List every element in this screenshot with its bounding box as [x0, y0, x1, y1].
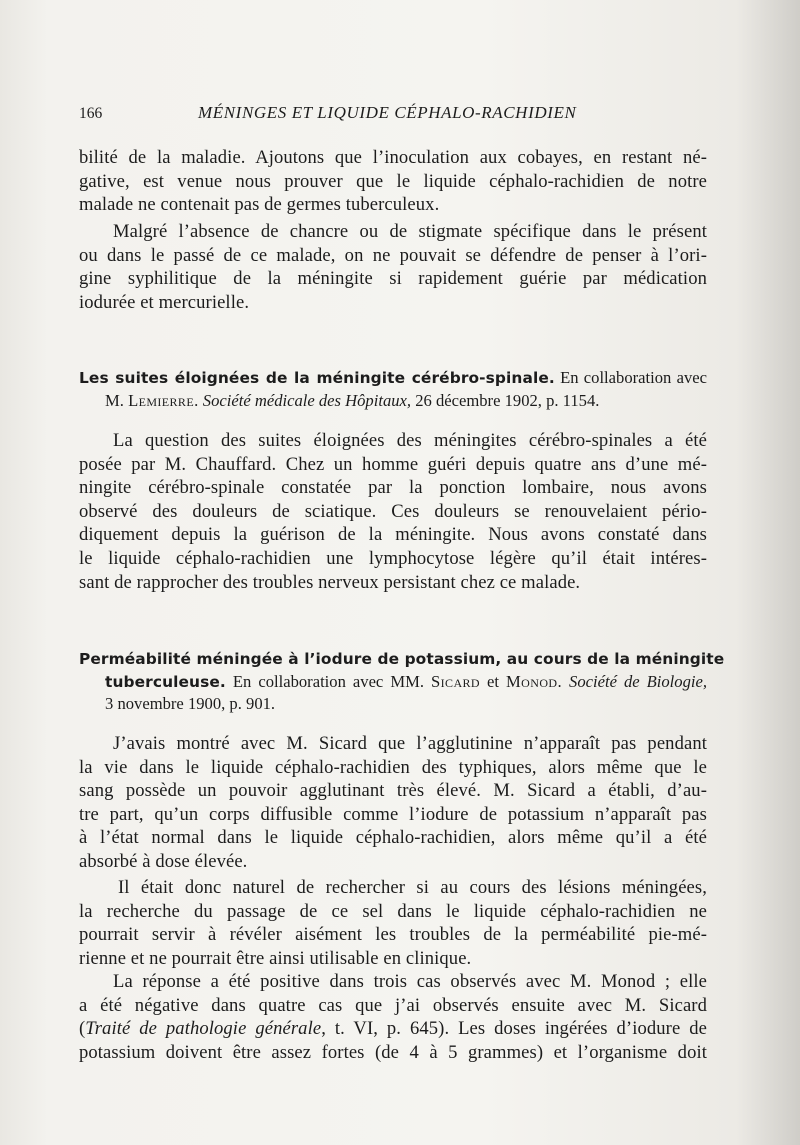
- ref-author: Sicard: [431, 671, 480, 691]
- heading-collab: En collaboration avec MM.: [232, 671, 424, 691]
- text-line: iodurée et mercurielle.: [79, 291, 250, 313]
- text-line: gine syphilitique de la méningite si rapidement guérie par médication: [79, 268, 707, 290]
- text-line: Il était donc naturel de rechercher si au cours des lésions méningées,: [118, 877, 707, 898]
- reference-line: 3 novembre 1900, p. 901.: [105, 694, 276, 713]
- ref-date: 26 décembre 1902, p. 1154.: [415, 390, 600, 410]
- text-line: le liquide céphalo-rachidien une lymphocytose légère qu’il était intéres-: [79, 547, 707, 569]
- text-line: à l’état normal dans le liquide céphalo-rachidien, alors même qu’il a été: [79, 827, 707, 849]
- ref-journal: Société de Biologie,: [569, 671, 708, 691]
- paragraph-agglutinine: [79, 732, 707, 874]
- running-header: [79, 103, 707, 129]
- reference-line: [79, 390, 707, 413]
- text-line: malade ne contenait pas de germes tuberculeux.: [79, 194, 440, 216]
- text-line: La réponse a été positive dans trois cas observés avec M. Monod ; elle: [113, 971, 707, 992]
- ref-and: et: [487, 671, 499, 691]
- text-line: ou dans le passé de ce malade, on ne pouvait se défendre de penser à l’ori-: [79, 244, 707, 266]
- text-line: la recherche du passage de ce sel dans le liquide céphalo-rachidien ne: [79, 900, 707, 922]
- text-line: sant de rapprocher des troubles nerveux persistant chez ce malade.: [79, 571, 581, 593]
- text-line: pourrait servir à révéler aisément les troubles de la perméabilité pie-mé-: [79, 924, 707, 946]
- section-heading-suites-eloignees: [79, 367, 707, 412]
- text-line: observé des douleurs de sciatique. Ces douleurs se renouvelaient pério-: [79, 500, 707, 522]
- text-line: la vie dans le liquide céphalo-rachidien des typhiques, alors même que le: [79, 756, 707, 778]
- ref-prefix: M.: [105, 390, 124, 410]
- paragraph-chauffard: [79, 429, 707, 594]
- text-line: bilité de la maladie. Ajoutons que l’inoculation aux cobayes, en restant né-: [79, 147, 707, 168]
- heading-title: Les suites éloignées de la méningite cérébro-spinale.: [79, 369, 555, 387]
- text-line: La question des suites éloignées des méningites cérébro-spinales a été: [113, 430, 707, 451]
- page-number: 166: [79, 105, 103, 122]
- paragraph-syphilitic-origin: [79, 220, 707, 314]
- ref-journal: Société médicale des Hôpitaux,: [202, 390, 412, 410]
- text-line: J’avais montré avec M. Sicard que l’agglutinine n’apparaît pas pendant: [113, 733, 707, 754]
- text-line: gative, est venue nous prouver que le liquide céphalo-rachidien de notre: [79, 170, 707, 192]
- text-line: diquement depuis la guérison de la méningite. Nous avons constaté dans: [79, 524, 707, 546]
- heading-title: Perméabilité méningée à l’iodure de potassium, au cours de la méningite: [79, 650, 725, 668]
- text-line: posée par M. Chauffard. Chez un homme guéri depuis quatre ans d’une mé-: [79, 453, 707, 475]
- text-line: Malgré l’absence de chancre ou de stigmate spécifique dans le présent: [113, 221, 707, 242]
- heading-line: [79, 648, 725, 671]
- ref-author: Lemierre.: [128, 390, 199, 410]
- paragraph-recherche: [79, 876, 707, 970]
- text-line: absorbé à dose élevée.: [79, 850, 248, 872]
- heading-collab: En collaboration avec: [560, 368, 707, 387]
- ref-rest: , t. VI, p. 645). Les doses ingérées d’iodure de: [321, 1018, 707, 1040]
- ref-author: Monod.: [506, 671, 562, 691]
- text-line: [79, 1017, 707, 1041]
- text-line: potassium doivent être assez fortes (de 4 à 5 grammes) et l’organisme doit: [79, 1041, 707, 1063]
- text-line: a été négative dans quatre cas que j’ai observés ensuite avec M. Sicard: [79, 994, 707, 1016]
- text-line: rienne et ne pourrait être ainsi utilisable en clinique.: [79, 947, 472, 969]
- section-heading-permeabilite: [79, 648, 725, 716]
- heading-line: [79, 671, 707, 694]
- paragraph-continuation: [79, 146, 707, 217]
- running-title: MÉNINGES ET LIQUIDE CÉPHALO-RACHIDIEN: [198, 103, 577, 122]
- text-line: tre part, qu’un corps diffusible comme l’iodure de potassium n’apparaît pas: [79, 803, 707, 825]
- heading-title-cont: tuberculeuse.: [105, 672, 226, 691]
- ref-work-title: Traité de pathologie générale: [85, 1018, 322, 1040]
- text-line: sang possède un pouvoir agglutinant très élevé. M. Sicard a établi, d’au-: [79, 780, 707, 802]
- heading-line: [79, 367, 707, 390]
- text-line: ningite cérébro-spinale constatée par la ponction lombaire, nous avons: [79, 477, 707, 499]
- paragraph-reponse: [79, 970, 707, 1064]
- paren-open: (: [79, 1018, 86, 1040]
